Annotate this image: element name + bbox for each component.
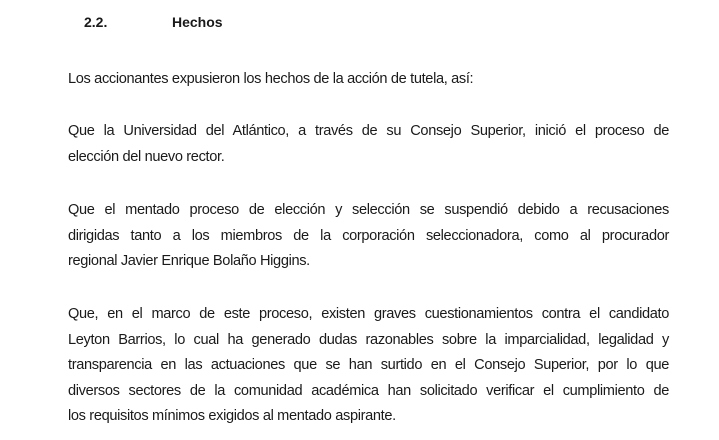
text-line: Que, en el marco de este proceso, existen graves cuestionamientos contra el candidato xyxy=(68,306,669,322)
text-line: los requisitos mínimos exigidos al mentado aspirante. xyxy=(68,408,396,425)
text-line: diversos sectores de la comunidad académica han solicitado verificar el cumplimiento de xyxy=(68,382,669,399)
section-number: 2.2. xyxy=(84,14,108,30)
paragraph-fact-2 xyxy=(68,198,669,275)
paragraph-fact-1 xyxy=(68,119,669,170)
paragraph-fact-3 xyxy=(68,302,669,430)
text-line: dirigidas tanto a los miembros de la corporación seleccionadora, como al procurador xyxy=(68,227,669,244)
text-line: elección del nuevo rector. xyxy=(68,148,225,165)
text-line: Que el mentado proceso de elección y selección se suspendió debido a recusaciones xyxy=(68,202,669,218)
paragraph-intro xyxy=(68,67,669,93)
section-heading xyxy=(84,14,223,30)
text-line: regional Javier Enrique Bolaño Higgins. xyxy=(68,253,310,270)
text-line: Que la Universidad del Atlántico, a través de su Consejo Superior, inició el proceso de xyxy=(68,123,669,139)
text-line: transparencia en las actuaciones que se han surtido en el Consejo Superior, por lo que xyxy=(68,357,669,374)
section-title: Hechos xyxy=(172,14,223,30)
text-line: Leyton Barrios, lo cual ha generado dudas razonables sobre la imparcialidad, legalidad y xyxy=(68,331,669,348)
text-line: Los accionantes expusieron los hechos de la acción de tutela, así: xyxy=(68,71,474,87)
